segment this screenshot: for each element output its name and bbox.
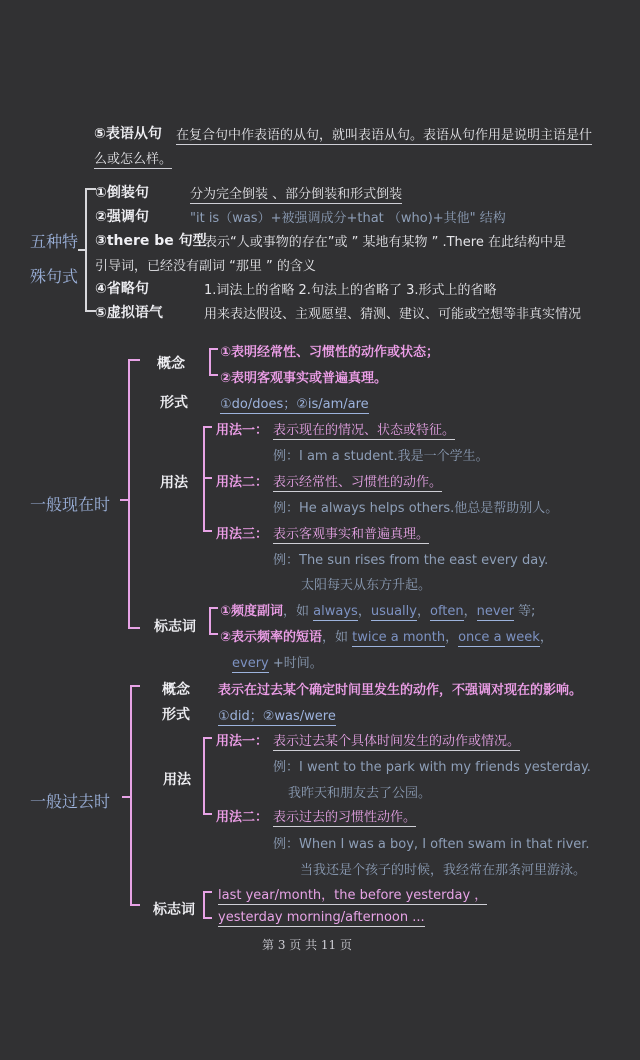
past-usage-1-text: 表示过去某个具体时间发生的动作或情况。 — [273, 734, 521, 749]
five-item-3-label: ③there be 句型 — [95, 233, 207, 249]
past-concept-text: 表示在过去某个确定时间里发生的动作，不强调对现在的影响。 — [218, 683, 583, 698]
present-sign-1: ①频度副词，如 always，usually，often，never 等; — [220, 604, 536, 619]
present-form-label: 形式 — [160, 395, 188, 411]
present-usage-1-text: 表示现在的情况、状态或特征。 — [273, 423, 456, 438]
five-item-1-label: ①倒装句 — [95, 185, 149, 201]
five-title-1: 五种特 — [30, 232, 79, 251]
five-item-4-label: ④省略句 — [95, 281, 149, 297]
present-usage-label: 用法 — [160, 475, 188, 491]
present-sign-2-cont: every +时间。 — [232, 656, 323, 671]
five-item-2-label: ②强调句 — [95, 209, 149, 225]
present-title: 一般现在时 — [30, 495, 111, 514]
intro-label: ⑤表语从句 — [94, 126, 162, 142]
past-usage-2-example-2: 当我还是个孩子的时候，我经常在那条河里游泳。 — [300, 863, 587, 878]
past-sign-label: 标志词 — [153, 902, 195, 918]
past-usage-1-label: 用法一： — [216, 734, 269, 749]
page-number: 第 3 页 共 11 页 — [262, 938, 352, 952]
five-item-4-text: 1.词法上的省略 2.句法上的省略了 3.形式上的省略 — [204, 283, 497, 298]
present-usage-1-example: 例：I am a student.我是一个学生。 — [273, 449, 489, 464]
past-usage-1-example-2: 我昨天和朋友去了公园。 — [288, 786, 432, 801]
past-form-label: 形式 — [162, 707, 190, 723]
five-item-2-text: "it is（was）+被强调成分+that （who)+其他" 结构 — [190, 211, 506, 226]
present-concept-1: ①表明经常性、习惯性的动作或状态； — [220, 345, 440, 360]
intro-text-1: 在复合句中作表语的从句，就叫表语从句。表语从句作用是说明主语是什 — [176, 128, 593, 143]
present-usage-2-example: 例：He always helps others.他总是帮助别人。 — [273, 501, 559, 516]
past-concept-label: 概念 — [162, 682, 190, 698]
present-usage-3-example-2: 太阳每天从东方升起。 — [301, 578, 432, 593]
past-sign-1: last year/month，the before yesterday ， — [218, 888, 488, 903]
present-sign-label: 标志词 — [154, 619, 196, 635]
past-form-text: ①did；②was/were — [218, 709, 336, 724]
past-usage-1-example: 例：I went to the park with my friends yesterday. — [273, 760, 591, 775]
five-item-5-label: ⑤虚拟语气 — [95, 305, 163, 321]
present-usage-1-label: 用法一： — [216, 423, 269, 438]
present-usage-3-label: 用法三： — [216, 527, 269, 542]
past-title: 一般过去时 — [30, 792, 111, 811]
past-sign-2: yesterday morning/afternoon ... — [218, 910, 425, 925]
five-item-1-text: 分为完全倒装 、部分倒装和形式倒装 — [190, 187, 403, 202]
five-item-5-text: 用来表达假设、主观愿望、猜测、建议、可能或空想等非真实情况 — [204, 307, 582, 322]
past-usage-label: 用法 — [163, 772, 191, 788]
present-usage-2-label: 用法二： — [216, 475, 269, 490]
past-usage-2-text: 表示过去的习惯性动作。 — [273, 810, 417, 825]
present-sign-2: ②表示频率的短语，如 twice a month，once a week， — [220, 630, 553, 645]
five-title-2: 殊句式 — [30, 267, 79, 286]
past-usage-2-example: 例：When I was a boy, I often swam in that river. — [273, 837, 590, 852]
present-usage-2-text: 表示经常性、习惯性的动作。 — [273, 475, 443, 490]
past-usage-2-label: 用法二： — [216, 810, 269, 825]
present-concept-2: ②表明客观事实或普遍真理。 — [220, 371, 388, 386]
intro-text-2: 么或怎么样。 — [94, 152, 173, 167]
present-usage-3-example: 例：The sun rises from the east every day. — [273, 553, 549, 568]
five-item-3-text: 表示“人或事物的存在”或 ” 某地有某物 ” .There 在此结构中是 — [204, 235, 566, 250]
five-item-3-text-2: 引导词，已经没有副词 “那里 ” 的含义 — [95, 259, 316, 274]
present-concept-label: 概念 — [157, 356, 185, 372]
present-usage-3-text: 表示客观事实和普遍真理。 — [273, 527, 430, 542]
present-form-text: ①do/does；②is/am/are — [220, 397, 369, 412]
